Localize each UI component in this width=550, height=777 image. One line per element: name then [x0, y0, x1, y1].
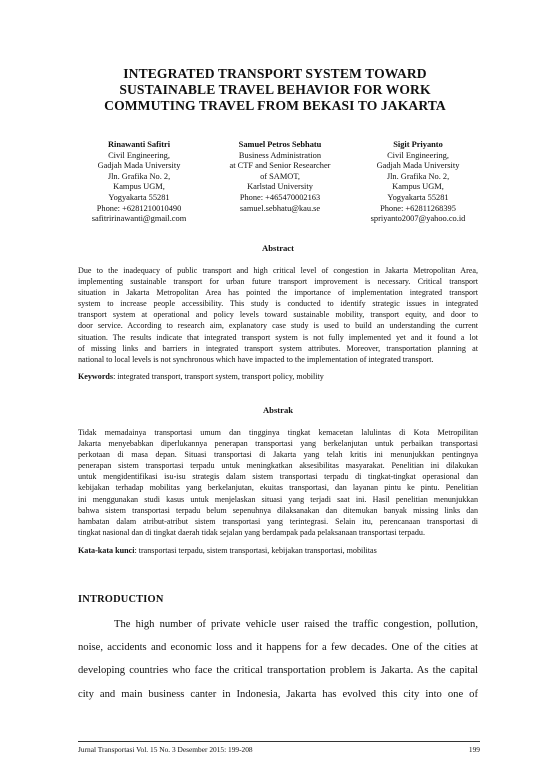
- keywords-text: : transportasi terpadu, sistem transportasi, kebijakan transportasi, mobilitas: [134, 546, 377, 555]
- author-affiliation-line: at CTF and Senior Researcher: [229, 161, 331, 171]
- author-affiliation-line: Kampus UGM,: [392, 182, 444, 192]
- author-phone: Phone: +62811268395: [380, 203, 456, 213]
- keywords-text: : integrated transport, transport system, transport policy, mobility: [113, 372, 324, 381]
- abstrak-line: Jakarta menyebabkan diperlukannya penerapan transportasi yang berkelanjutan untuk perbaikan transportasi: [78, 439, 478, 449]
- abstract-line: implementing sustainable transport for urban future transport improvement is necessary. Critical transport: [78, 277, 478, 287]
- title-line: SUSTAINABLE TRAVEL BEHAVIOR FOR WORK: [119, 82, 431, 97]
- body-line: developing countries who face the critical transportation problem is Jakarta. As the capital: [78, 665, 478, 677]
- author-affiliation-line: Business Administration: [238, 150, 322, 160]
- abstrak-line: kebijakan terhadap mobilitas yang berkelanjutan, ekuitas transportasi, dan layanan pintu ke pintu. Penelitian: [78, 483, 478, 493]
- abstrak-keywords: [78, 546, 478, 555]
- abstrak-line: tingkat nasional dan di tingkat daerah tidak sejalan yang berdampak pada pelaksanaan transportasi terpadu.: [78, 527, 426, 537]
- abstract-line: transport system at operational and policy levels toward sustainable mobility, transport equity, and door to: [78, 310, 478, 320]
- abstract-line: national to local levels is not synchronous which have impacted to the implementation of integrated transport.: [78, 354, 434, 364]
- journal-citation: Jurnal Transportasi Vol. 15 No. 3 Desember 2015: 199-208: [78, 745, 253, 754]
- author-affiliation-line: Gadjah Mada University: [97, 161, 181, 171]
- abstract-line: door service. According to research aim, explanatory case study is used to build an understanding the current: [78, 321, 478, 331]
- abstract-keywords: [78, 372, 478, 381]
- author-phone: Phone: +6281210010490: [96, 203, 182, 213]
- introduction-heading: INTRODUCTION: [78, 594, 164, 605]
- author-email: samuel.sebhatu@kau.se: [239, 203, 321, 213]
- author-name: Sigit Priyanto: [393, 140, 443, 149]
- abstract-line: system to increase people accessibility. This study is conducted to identify strategic issues in integrated: [78, 299, 478, 309]
- abstrak-line: Tidak memadainya transportasi umum dan tingginya tingkat kemacetan lalulintas di Kota Metropilitan: [78, 428, 478, 437]
- author-affiliation-line: Gadjah Mada University: [376, 161, 460, 171]
- author-affiliation-line: Jln. Grafika No. 2,: [107, 171, 171, 181]
- abstract-line: situation. The results indicate that integrated transport system is not fully implemented yet and it found a lot: [78, 332, 478, 342]
- body-line: The high number of private vehicle user raised the traffic congestion, pollution,: [114, 619, 478, 630]
- author-affiliation-line: Yogyakarta 55281: [108, 192, 170, 202]
- author-name: Rinawanti Safitri: [107, 140, 171, 149]
- author-affiliation-line: of SAMOT,: [260, 171, 300, 181]
- abstrak-line: bahwa sistem transportasi terpadu belum sepenuhnya dilaksanakan dan ditemukan banyak missing links dan: [78, 505, 478, 515]
- abstrak-heading: Abstrak: [262, 405, 294, 415]
- abstract-heading: Abstract: [262, 243, 294, 253]
- author-name: Samuel Petros Sebhatu: [238, 140, 322, 149]
- abstrak-line: penerapan sistem transportasi terpadu untuk meningkatkan aksesibilitas masyarakat. Penelitian ini dilakukan: [78, 461, 478, 471]
- author-affiliation-line: Yogyakarta 55281: [387, 192, 449, 202]
- author-affiliation-line: Civil Engineering,: [387, 150, 449, 160]
- abstract-line: Due to the inadequacy of public transport and high critical level of congestion in Jakarta Metropolitan Area,: [78, 266, 478, 275]
- introduction-body: [78, 613, 478, 706]
- abstract-body: [78, 265, 478, 365]
- title-line: INTEGRATED TRANSPORT SYSTEM TOWARD: [123, 66, 427, 81]
- abstrak-body: [78, 427, 478, 538]
- author-affiliation-line: Karlstad University: [247, 182, 313, 192]
- abstrak-line: untuk mengidentifikasi isu-isu strategis dalam sistem transportasi terpadu di tingkat-tingkat operasional dan: [78, 472, 478, 482]
- body-line: noise, accidents and economic loss and it happens for a few decades. One of the cities at: [78, 642, 478, 654]
- page-number: 199: [468, 745, 480, 754]
- abstract-line: situation in Jakarta Metropolitan Area has pointed the importance of implementation integrated transport: [78, 288, 478, 298]
- author-2: [214, 140, 346, 214]
- paper-title: [60, 66, 490, 114]
- abstrak-line: ini menggunakan studi kasus untuk menjelaskan situasi yang terjadi saat ini. Hasil penelitian menunjukkan: [78, 494, 478, 504]
- keywords-label: Keywords: [78, 372, 114, 381]
- page-footer: [78, 741, 480, 754]
- author-phone: Phone: +465470002163: [239, 192, 321, 202]
- body-line: city and main business canter in Indonesia, Jakarta has evolved this city into one of: [78, 688, 478, 700]
- author-1: [78, 140, 200, 225]
- author-email: spriyanto2007@yahoo.co.id: [370, 214, 466, 224]
- title-line: COMMUTING TRAVEL FROM BEKASI TO JAKARTA: [104, 98, 446, 113]
- abstrak-line: perkotaan di masa depan. Situasi transportasi di Jakarta yang telah kritis ini menunjukkan pentingnya: [78, 450, 478, 460]
- author-3: [358, 140, 478, 225]
- author-affiliation-line: Civil Engineering,: [108, 150, 170, 160]
- abstrak-line: hambatan dalam atribut-atribut sistem transportasi yang terintegrasi. Selain itu, perencanaan transportasi di: [78, 516, 478, 526]
- author-affiliation-line: Jln. Grafika No. 2,: [386, 171, 450, 181]
- author-affiliation-line: Kampus UGM,: [113, 182, 165, 192]
- keywords-label: Kata-kata kunci: [78, 546, 135, 555]
- author-email: safitririnawanti@gmail.com: [91, 214, 187, 224]
- abstract-line: of missing links and barriers in integrated transport system attributes. Moreover, transportation planning at: [78, 343, 478, 353]
